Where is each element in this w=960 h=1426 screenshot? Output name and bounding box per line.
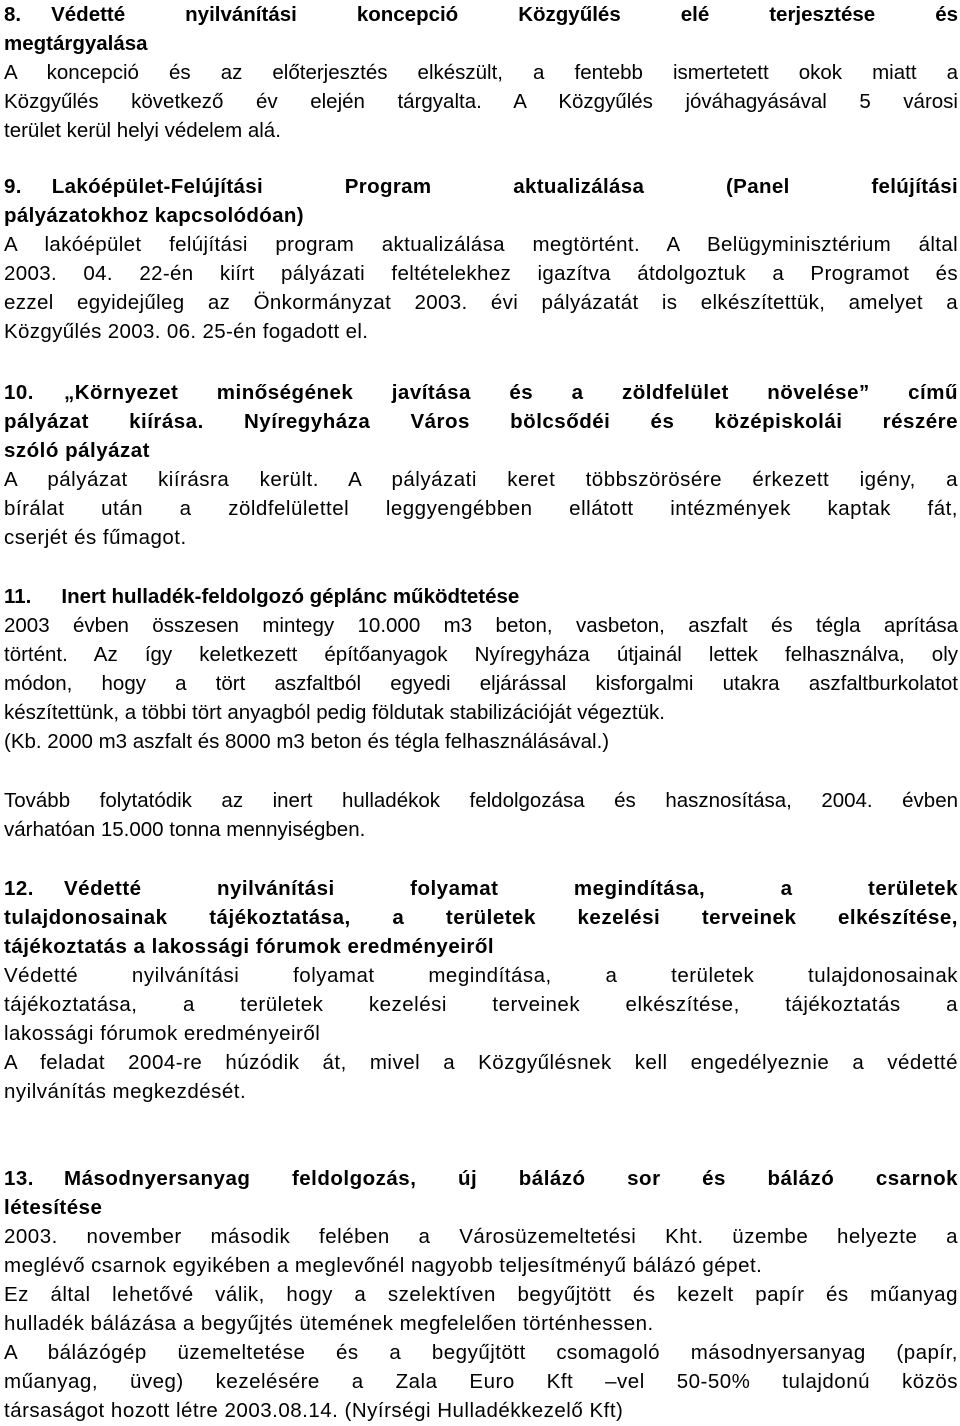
section-number: 10. — [4, 381, 34, 404]
section-11-body-line: történt. Az így keletkezett építőanyagok Nyíregyháza útjainál lettek felhasználva, oly — [4, 643, 958, 666]
section-title: Inert hulladék-feldolgozó géplánc működtetése — [61, 585, 520, 608]
section-10-heading-line-3: szóló pályázat — [4, 439, 150, 462]
section-number: 12. — [4, 877, 34, 900]
section-10-heading-line-1 — [4, 378, 958, 407]
section-12 — [4, 874, 958, 1106]
section-13-body-line: A bálázógép üzemeltetése és a begyűjtött csomagoló másodnyersanyag (papír, — [4, 1341, 958, 1364]
section-9-body-line: ezzel egyidejűleg az Önkormányzat 2003. évi pályázatát is elkészítettük, amelyet a — [4, 291, 958, 314]
section-8-heading-line-2: megtárgyalása — [4, 32, 148, 55]
section-11b-body-line: várhatóan 15.000 tonna mennyiségben. — [4, 818, 366, 841]
section-12-body-line: lakossági fórumok eredményeiről — [4, 1022, 321, 1045]
section-11-body-line: 2003 évben összesen mintegy 10.000 m3 beton, vasbeton, aszfalt és tégla aprítása — [4, 614, 958, 637]
section-13-body-line: hulladék bálázása a begyűjtés ütemének megfelelően történhessen. — [4, 1312, 654, 1335]
section-12-body-line: Védetté nyilvánítási folyamat megindítása, a területek tulajdonosainak — [4, 964, 958, 987]
section-13-body-line: meglévő csarnok egyikében a meglevőnél nagyobb teljesítményű bálázó gépet. — [4, 1254, 763, 1277]
section-12-body-line: nyilvánítás megkezdését. — [4, 1080, 247, 1103]
section-13-body-line: Ez által lehetővé válik, hogy a szelektíven begyűjtött és kezelt papír és műanyag — [4, 1283, 958, 1306]
section-title: Védetté nyilvánítási koncepció Közgyűlés elé terjesztése és — [51, 3, 958, 26]
section-9 — [4, 172, 958, 346]
section-10-heading-line-2: pályázat kiírása. Nyíregyháza Város bölcsődéi és középiskolái részére — [4, 410, 958, 433]
section-8 — [4, 0, 958, 145]
section-11-continuation — [4, 786, 958, 844]
section-11b-body-line: Tovább folytatódik az inert hulladékok feldolgozása és hasznosítása, 2004. évben — [4, 789, 958, 812]
section-title: Lakóépület-Felújítási Program aktualizálása (Panel felújítási — [51, 175, 958, 198]
section-8-body-line: A koncepció és az előterjesztés elkészült, a fentebb ismertetett okok miatt a — [4, 61, 958, 84]
section-10 — [4, 378, 958, 552]
section-8-body-line: terület kerül helyi védelem alá. — [4, 119, 281, 142]
section-13-body-line: társaságot hozott létre 2003.08.14. (Nyírségi Hulladékkezelő Kft) — [4, 1399, 624, 1422]
section-8-heading-line-1 — [4, 0, 958, 29]
section-13-body-line: műanyag, üveg) kezelésére a Zala Euro Kft –vel 50-50% tulajdonú közös — [4, 1370, 958, 1393]
section-13 — [4, 1164, 958, 1425]
section-10-body-line: cserjét és fűmagot. — [4, 526, 187, 549]
section-12-body-line: A feladat 2004-re húzódik át, mivel a Közgyűlésnek kell engedélyeznie a védetté — [4, 1051, 958, 1074]
section-12-heading-line-3: tájékoztatás a lakossági fórumok eredményeiről — [4, 935, 495, 958]
section-13-heading-line-2: létesítése — [4, 1196, 103, 1219]
section-10-body-line: bírálat után a zöldfelülettel leggyengébben ellátott intézmények kaptak fát, — [4, 497, 958, 520]
section-9-heading-line-2: pályázatokhoz kapcsolódóan) — [4, 204, 304, 227]
section-9-body-line: Közgyűlés 2003. 06. 25-én fogadott el. — [4, 320, 369, 343]
section-11 — [4, 582, 958, 756]
section-11-heading-line-1 — [4, 582, 958, 611]
section-13-body-line: 2003. november második felében a Városüzemeltetési Kht. üzembe helyezte a — [4, 1225, 958, 1248]
section-number: 13. — [4, 1167, 34, 1190]
section-number: 11. — [4, 585, 32, 608]
section-8-body-line: Közgyűlés következő év elején tárgyalta. A Közgyűlés jóváhagyásával 5 városi — [4, 90, 958, 113]
section-9-heading-line-1 — [4, 172, 958, 201]
section-number: 8. — [4, 3, 22, 26]
section-title: Védetté nyilvánítási folyamat megindítása, a területek — [64, 877, 958, 900]
section-13-heading-line-1 — [4, 1164, 958, 1193]
section-title: „Környezet minőségének javítása és a zöldfelület növelése” című — [64, 381, 958, 404]
section-9-body-line: 2003. 04. 22-én kiírt pályázati feltételekhez igazítva átdolgoztuk a Programot és — [4, 262, 958, 285]
section-12-heading-line-1 — [4, 874, 958, 903]
section-number: 9. — [4, 175, 22, 198]
section-9-body-line: A lakóépület felújítási program aktualizálása megtörtént. A Belügyminisztérium által — [4, 233, 958, 256]
section-11-body-line: készítettünk, a többi tört anyagból pedig földutak stabilizációját végeztük. — [4, 701, 665, 724]
section-12-heading-line-2: tulajdonosainak tájékoztatása, a területek kezelési terveinek elkészítése, — [4, 906, 958, 929]
section-10-body-line: A pályázat kiírásra került. A pályázati keret többszörösére érkezett igény, a — [4, 468, 958, 491]
section-11-body-line: (Kb. 2000 m3 aszfalt és 8000 m3 beton és tégla felhasználásával.) — [4, 730, 610, 753]
section-12-body-line: tájékoztatása, a területek kezelési terveinek elkészítése, tájékoztatás a — [4, 993, 958, 1016]
section-11-body-line: módon, hogy a tört aszfaltból egyedi eljárással kisforgalmi utakra aszfaltburkolatot — [4, 672, 958, 695]
section-title: Másodnyersanyag feldolgozás, új bálázó sor és bálázó csarnok — [64, 1167, 958, 1190]
